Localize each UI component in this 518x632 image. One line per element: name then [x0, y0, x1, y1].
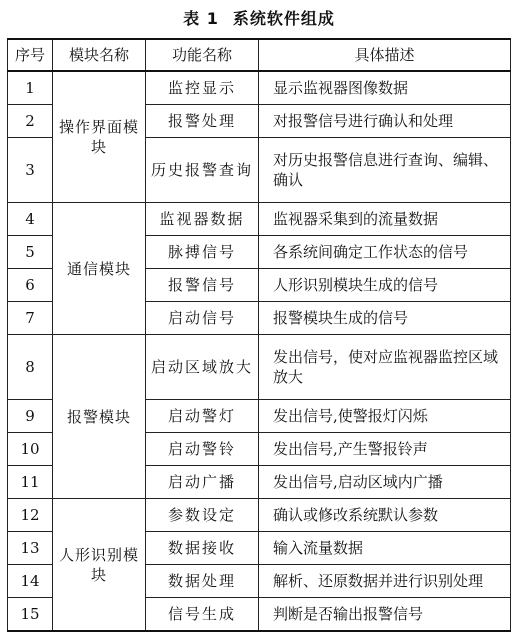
cell-function-name: 启动广播 — [146, 466, 259, 499]
cell-module-name: 通信模块 — [53, 203, 146, 335]
table-row — [8, 499, 511, 532]
cell-function-name: 启动警铃 — [146, 433, 259, 466]
cell-function-name: 监视器数据 — [146, 203, 259, 236]
cell-function-name: 参数设定 — [146, 499, 259, 532]
header-description: 具体描述 — [259, 39, 511, 71]
cell-index: 4 — [8, 203, 53, 236]
cell-description: 对历史报警信息进行查询、编辑、确认 — [259, 138, 511, 203]
cell-description: 确认或修改系统默认参数 — [259, 499, 511, 532]
cell-function-name: 启动警灯 — [146, 400, 259, 433]
cell-function-name: 监控显示 — [146, 71, 259, 105]
table-body — [8, 71, 511, 631]
table-row — [8, 71, 511, 105]
cell-index: 9 — [8, 400, 53, 433]
cell-description: 显示监视器图像数据 — [259, 71, 511, 105]
cell-index: 11 — [8, 466, 53, 499]
cell-description: 发出信号,启动区域内广播 — [259, 466, 511, 499]
header-function-name: 功能名称 — [146, 39, 259, 71]
cell-description: 各系统间确定工作状态的信号 — [259, 236, 511, 269]
table-row — [8, 203, 511, 236]
cell-index: 10 — [8, 433, 53, 466]
cell-description: 对报警信号进行确认和处理 — [259, 105, 511, 138]
cell-function-name: 信号生成 — [146, 598, 259, 632]
cell-module-name: 人形识别模块 — [53, 499, 146, 632]
cell-description: 判断是否输出报警信号 — [259, 598, 511, 632]
cell-function-name: 报警信号 — [146, 269, 259, 302]
cell-description: 发出信号，使对应监视器监控区域放大 — [259, 335, 511, 400]
cell-index: 1 — [8, 71, 53, 105]
table-title: 系统软件组成 — [232, 9, 335, 28]
table-header-row — [8, 39, 511, 71]
header-module-name: 模块名称 — [53, 39, 146, 71]
cell-description: 报警模块生成的信号 — [259, 302, 511, 335]
cell-module-name: 报警模块 — [53, 335, 146, 499]
cell-function-name: 启动区域放大 — [146, 335, 259, 400]
cell-index: 8 — [8, 335, 53, 400]
cell-index: 3 — [8, 138, 53, 203]
cell-description: 发出信号,产生警报铃声 — [259, 433, 511, 466]
cell-index: 15 — [8, 598, 53, 632]
cell-description: 发出信号,使警报灯闪烁 — [259, 400, 511, 433]
cell-index: 7 — [8, 302, 53, 335]
cell-index: 5 — [8, 236, 53, 269]
cell-description: 人形识别模块生成的信号 — [259, 269, 511, 302]
cell-module-name: 操作界面模块 — [53, 71, 146, 203]
table-number: 表 1 — [183, 9, 219, 28]
cell-function-name: 历史报警查询 — [146, 138, 259, 203]
cell-function-name: 数据处理 — [146, 565, 259, 598]
header-index: 序号 — [8, 39, 53, 71]
cell-function-name: 启动信号 — [146, 302, 259, 335]
table-caption — [0, 6, 518, 29]
cell-index: 14 — [8, 565, 53, 598]
cell-index: 2 — [8, 105, 53, 138]
cell-function-name: 脉搏信号 — [146, 236, 259, 269]
cell-description: 监视器采集到的流量数据 — [259, 203, 511, 236]
table-row — [8, 335, 511, 400]
cell-index: 6 — [8, 269, 53, 302]
cell-index: 13 — [8, 532, 53, 565]
cell-function-name: 报警处理 — [146, 105, 259, 138]
cell-function-name: 数据接收 — [146, 532, 259, 565]
software-components-table — [7, 38, 511, 632]
cell-description: 输入流量数据 — [259, 532, 511, 565]
cell-description: 解析、还原数据并进行识别处理 — [259, 565, 511, 598]
cell-index: 12 — [8, 499, 53, 532]
